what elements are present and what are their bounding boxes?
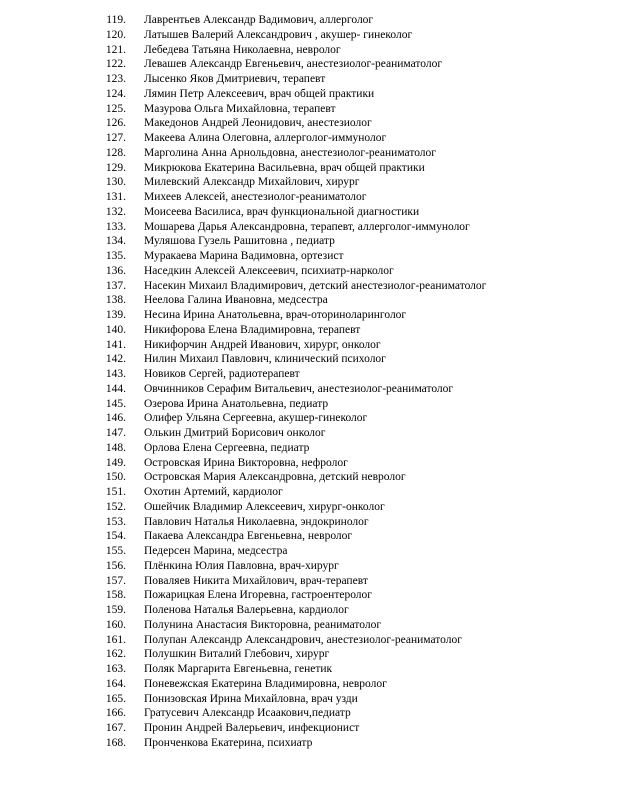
item-number: 156. xyxy=(105,559,126,572)
item-number: 130. xyxy=(105,176,126,189)
list-item xyxy=(0,146,620,161)
list-item xyxy=(0,529,620,544)
item-text: Наседкин Алексей Алексеевич, психиатр-нарколог xyxy=(144,264,394,277)
item-number: 127. xyxy=(105,132,126,144)
item-number: 119. xyxy=(106,14,126,26)
list-item xyxy=(0,57,620,72)
item-number: 151. xyxy=(105,486,126,498)
item-number: 134. xyxy=(105,235,126,248)
item-number: 155. xyxy=(105,545,126,557)
list-item xyxy=(0,677,620,692)
list-item xyxy=(0,588,620,603)
item-number: 162. xyxy=(105,648,126,661)
list-item xyxy=(0,338,620,353)
item-number: 165. xyxy=(105,692,126,705)
item-text: Олькин Дмитрий Борисович онколог xyxy=(144,427,326,439)
list-item xyxy=(0,574,620,589)
list-item xyxy=(0,308,620,323)
item-text: Новиков Сергей, радиотерапевт xyxy=(144,368,300,380)
list-item xyxy=(0,706,620,721)
item-text: Павлович Наталья Николаевна, эндокринолог xyxy=(144,515,369,528)
item-text: Пакаева Александра Евгеньевна, невролог xyxy=(144,530,353,543)
item-number: 158. xyxy=(105,589,126,602)
item-text: Поленова Наталья Валерьевна, кардиолог xyxy=(144,604,349,616)
list-item xyxy=(0,323,620,338)
item-number: 128. xyxy=(105,146,126,159)
item-text: Михеев Алексей, анестезиолог-реаниматолог xyxy=(144,191,367,203)
item-text: Мазурова Ольга Михайловна, терапевт xyxy=(144,102,336,115)
list-item xyxy=(0,515,620,530)
list-item xyxy=(0,736,620,751)
item-number: 133. xyxy=(105,220,126,233)
item-text: Островская Ирина Викторовна, нефролог xyxy=(144,456,348,469)
item-number: 145. xyxy=(105,397,126,410)
item-number: 125. xyxy=(105,102,126,115)
item-number: 152. xyxy=(105,500,126,513)
list-item xyxy=(0,72,620,87)
item-number: 138. xyxy=(105,294,126,307)
item-text: Никифорчин Андрей Иванович, хирург, онколог xyxy=(144,338,381,351)
item-number: 157. xyxy=(105,574,126,587)
item-number: 164. xyxy=(105,677,126,690)
item-number: 148. xyxy=(105,441,126,454)
item-text: Македонов Андрей Леонидович, анестезиолог xyxy=(144,117,372,130)
item-text: Насекин Михаил Владимирович, детский анестезиолог-реаниматолог xyxy=(144,279,487,292)
item-number: 153. xyxy=(105,515,126,528)
list-item xyxy=(0,102,620,117)
list-item xyxy=(0,293,620,308)
item-number: 163. xyxy=(105,663,126,675)
item-text: Полупан Александр Александрович, анестезиолог-реаниматолог xyxy=(144,633,462,646)
list-item xyxy=(0,161,620,176)
item-text: Олифер Ульяна Сергеевна, акушер-гинеколог xyxy=(144,412,368,425)
item-text: Милевский Александр Михайлович, хирург xyxy=(144,176,360,189)
list-item xyxy=(0,441,620,456)
item-number: 154. xyxy=(105,530,126,543)
list-item xyxy=(0,603,620,618)
specialist-list xyxy=(0,13,620,751)
item-number: 150. xyxy=(105,471,126,484)
item-text: Лебедева Татьяна Николаевна, невролог xyxy=(144,43,341,56)
list-item xyxy=(0,692,620,707)
list-item xyxy=(0,190,620,205)
list-item xyxy=(0,647,620,662)
item-number: 132. xyxy=(105,205,126,218)
list-item xyxy=(0,43,620,58)
item-text: Педерсен Марина, медсестра xyxy=(144,545,288,557)
item-text: Овчинников Серафим Витальевич, анестезиолог-реаниматолог xyxy=(144,382,454,395)
list-item xyxy=(0,500,620,515)
item-text: Мошарева Дарья Александровна, терапевт, аллерголог-иммунолог xyxy=(144,220,470,233)
item-number: 124. xyxy=(105,87,126,100)
item-text: Пожарицкая Елена Игоревна, гастроентеролог xyxy=(144,589,373,602)
list-item xyxy=(0,559,620,574)
item-number: 142. xyxy=(105,353,126,366)
item-text: Понизовская Ирина Михайловна, врач узди xyxy=(144,692,358,705)
item-text: Нилин Михаил Павлович, клинический психолог xyxy=(144,353,386,366)
list-item xyxy=(0,264,620,279)
item-text: Лямин Петр Алексеевич, врач общей практики xyxy=(144,87,375,100)
item-number: 166. xyxy=(105,707,126,720)
list-item xyxy=(0,367,620,382)
item-number: 135. xyxy=(105,250,126,262)
item-number: 140. xyxy=(105,323,126,336)
item-text: Плёнкина Юлия Павловна, врач-хирург xyxy=(144,559,339,572)
item-text: Марголина Анна Арнольдовна, анестезиолог-реаниматолог xyxy=(144,146,437,159)
item-text: Латышев Валерий Александрович , акушер- гинеколог xyxy=(144,28,413,41)
item-text: Ошейчик Владимир Алексеевич, хирург-онколог xyxy=(144,500,385,513)
item-number: 160. xyxy=(105,618,126,631)
item-number: 123. xyxy=(105,73,126,85)
list-item xyxy=(0,544,620,559)
list-item xyxy=(0,234,620,249)
item-text: Охотин Артемий, кардиолог xyxy=(144,486,283,498)
list-item xyxy=(0,426,620,441)
item-number: 136. xyxy=(105,264,126,277)
item-text: Поневежская Екатерина Владимировна, невролог xyxy=(144,677,387,690)
item-number: 120. xyxy=(105,28,126,41)
item-number: 149. xyxy=(105,456,126,469)
list-item xyxy=(0,131,620,146)
item-number: 161. xyxy=(105,633,126,646)
list-item xyxy=(0,485,620,500)
item-text: Островская Мария Александровна, детский невролог xyxy=(144,471,406,484)
item-text: Лысенко Яков Дмитриевич, терапевт xyxy=(144,73,326,85)
item-text: Полушкин Виталий Глебович, хирург xyxy=(144,648,330,661)
item-number: 143. xyxy=(105,368,126,380)
item-number: 141. xyxy=(105,338,126,351)
list-item xyxy=(0,87,620,102)
item-text: Муляшова Гузель Рашитовна , педиатр xyxy=(144,235,335,248)
item-number: 121. xyxy=(105,43,126,56)
item-text: Микрюкова Екатерина Васильевна, врач общей практики xyxy=(144,161,425,174)
list-item xyxy=(0,220,620,235)
item-text: Лаврентьев Александр Вадимович, аллерголог xyxy=(144,14,374,26)
list-item xyxy=(0,249,620,264)
item-text: Пронченкова Екатерина, психиатр xyxy=(144,736,313,749)
item-number: 131. xyxy=(105,191,126,203)
item-number: 147. xyxy=(105,427,126,439)
list-item xyxy=(0,721,620,736)
list-item xyxy=(0,456,620,471)
list-item xyxy=(0,397,620,412)
item-text: Неелова Галина Ивановна, медсестра xyxy=(144,294,328,307)
item-number: 129. xyxy=(105,161,126,174)
item-number: 126. xyxy=(105,117,126,130)
list-item xyxy=(0,633,620,648)
item-text: Моисеева Василиса, врач функциональной диагностики xyxy=(144,205,420,218)
item-number: 159. xyxy=(105,604,126,616)
list-item xyxy=(0,382,620,397)
list-item xyxy=(0,352,620,367)
item-text: Полунина Анастасия Викторовна, реаниматолог xyxy=(144,618,382,631)
item-text: Гратусевич Александр Исаакович,педиатр xyxy=(144,707,351,720)
list-item xyxy=(0,13,620,28)
item-number: 122. xyxy=(105,58,126,71)
item-number: 167. xyxy=(105,722,126,734)
item-number: 139. xyxy=(105,309,126,321)
list-item xyxy=(0,662,620,677)
item-text: Муракаева Марина Вадимовна, ортезист xyxy=(144,250,344,262)
item-text: Орлова Елена Сергеевна, педиатр xyxy=(144,441,310,454)
list-item xyxy=(0,279,620,294)
list-item xyxy=(0,470,620,485)
item-text: Макеева Алина Олеговна, аллерголог-иммунолог xyxy=(144,132,387,144)
item-text: Никифорова Елена Владимировна, терапевт xyxy=(144,323,361,336)
item-text: Несина Ирина Анатольевна, врач-оториноларинголог xyxy=(144,309,407,321)
item-text: Левашев Александр Евгеньевич, анестезиолог-реаниматолог xyxy=(144,58,443,71)
list-item xyxy=(0,618,620,633)
list-item xyxy=(0,116,620,131)
item-number: 168. xyxy=(105,736,126,749)
item-text: Поваляев Никита Михайлович, врач-терапевт xyxy=(144,574,368,587)
list-item xyxy=(0,411,620,426)
list-item xyxy=(0,205,620,220)
list-item xyxy=(0,28,620,43)
list-item xyxy=(0,175,620,190)
item-number: 146. xyxy=(105,412,126,425)
item-number: 144. xyxy=(105,382,126,395)
item-text: Поляк Маргарита Евгеньевна, генетик xyxy=(144,663,333,675)
item-number: 137. xyxy=(105,279,126,292)
item-text: Пронин Андрей Валерьевич, инфекционист xyxy=(144,722,360,734)
item-text: Озерова Ирина Анатольевна, педиатр xyxy=(144,397,329,410)
